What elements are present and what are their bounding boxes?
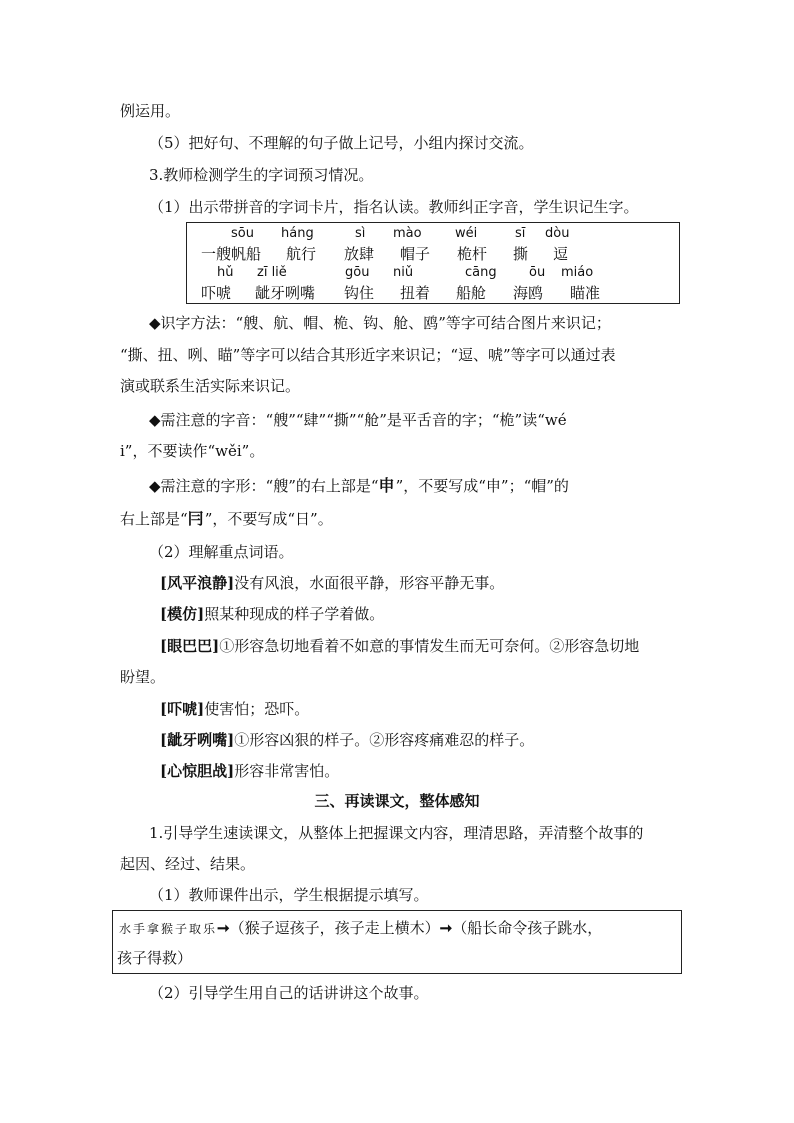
text-line: 3.教师检测学生的字词预习情况。 [149,166,374,184]
pinyin: mào [393,226,422,241]
vocab-def: ①形容凶狠的样子。②形容疼痛难忍的样子。 [234,731,535,749]
note-line [120,508,333,530]
pinyin: sī [515,226,526,241]
text-line: （1）出示带拼音的字词卡片，指名认读。教师纠正字音，学生识记生字。 [149,198,639,216]
pinyin: háng [281,226,314,241]
vocab-item [160,698,309,720]
pinyin: dòu [545,226,570,241]
glyph-image: 申 [378,476,396,495]
vocab-term: [心惊胆战] [160,762,235,780]
pinyin: zī liě [257,265,287,280]
vocab-def: 使害怕；恐吓。 [204,700,310,718]
pinyin: niǔ [393,265,414,280]
flow-box [112,910,682,974]
flow-line [119,917,602,940]
flow-end: （船长命令孩子跳水， [452,919,603,937]
vocab-term: [模仿] [160,605,205,623]
word: 船舱 [456,284,487,302]
pinyin: gōu [345,265,370,280]
text-line: 例运用。 [120,102,181,120]
vocab-term: [龇牙咧嘴] [160,731,235,749]
note-line [149,475,569,497]
vocab-term: [吓唬] [160,700,205,718]
text-line: 起因、经过、结果。 [120,855,256,873]
note-text: ”，不要写成“申”；“帽”的 [395,477,569,495]
text-line: （1）教师课件出示，学生根据提示填写。 [149,886,429,904]
vocab-item [120,666,165,688]
text-line: （2）引导学生用自己的话讲讲这个故事。 [149,984,429,1002]
text-line: 1.引导学生速读课文，从整体上把握课文内容，理清思路，弄清整个故事的 [149,824,644,842]
arrow-icon: ➞ [439,919,453,937]
word: 逗 [553,245,569,263]
word: 一艘帆船 [201,245,262,263]
pinyin: wéi [455,226,478,241]
word: 扭着 [400,284,431,302]
note-text: ”，不要写成“日”。 [204,510,333,528]
vocab-def: 盼望。 [120,668,166,686]
section-title: 三、再读课文，整体感知 [314,792,480,810]
flow-mid: （猴子逗孩子，孩子走上横木） [229,919,440,937]
note-line: ◆识字方法：“艘、航、帽、桅、钩、舱、鸥”等字可结合图片来识记； [149,314,611,332]
vocab-def: 形容非常害怕。 [234,762,340,780]
pinyin: sōu [231,226,254,241]
arrow-icon: ➞ [217,919,230,937]
note-line: ◆需注意的字音：“艘”“肆”“撕”“舱”是平舌音的字；“桅”读“wé [149,411,567,429]
vocab-item [160,729,534,751]
word-card [186,222,680,304]
vocab-def: 照某种现成的样子学着做。 [204,605,385,623]
note-text: 右上部是“ [120,510,188,528]
vocab-item [160,760,339,782]
word: 龇牙咧嘴 [255,284,316,302]
word: 海鸥 [513,284,544,302]
word: 钩住 [344,284,375,302]
vocab-term: [风平浪静] [160,574,235,592]
flow-line: 孩子得救） [117,949,193,967]
flow-start: 水手拿猴子取乐 [119,922,218,936]
vocab-item [160,572,504,594]
pinyin: miáo [561,265,594,280]
glyph-image: 冃 [187,509,205,528]
word: 桅杆 [457,245,488,263]
word: 帽子 [400,245,431,263]
note-text: ◆需注意的字形：“艘”的右上部是“ [149,477,379,495]
vocab-term: [眼巴巴] [160,637,220,655]
text-line: （5）把好句、不理解的句子做上记号，小组内探讨交流。 [149,134,534,152]
word: 放肆 [344,245,375,263]
pinyin: sì [355,226,366,241]
vocab-heading: （2）理解重点词语。 [149,543,294,561]
vocab-def: 没有风浪，水面很平静，形容平静无事。 [234,574,505,592]
vocab-item [160,635,639,657]
word: 吓唬 [201,284,232,302]
vocab-item [160,603,384,625]
note-line: 演或联系生活实际来识记。 [120,377,301,395]
pinyin: ōu [529,265,546,280]
vocab-def: ①形容急切地看着不如意的事情发生而无可奈何。②形容急切地 [219,637,640,655]
pinyin: cāng [465,265,497,280]
word: 撕 [513,245,529,263]
note-line: “撕、扭、咧、瞄”等字可以结合其形近字来识记；“逗、唬”等字可以通过表 [120,346,616,364]
note-line: i”，不要读作“wěi”。 [120,442,265,460]
word: 航行 [286,245,317,263]
pinyin: hǔ [217,265,234,280]
word: 瞄准 [570,284,601,302]
